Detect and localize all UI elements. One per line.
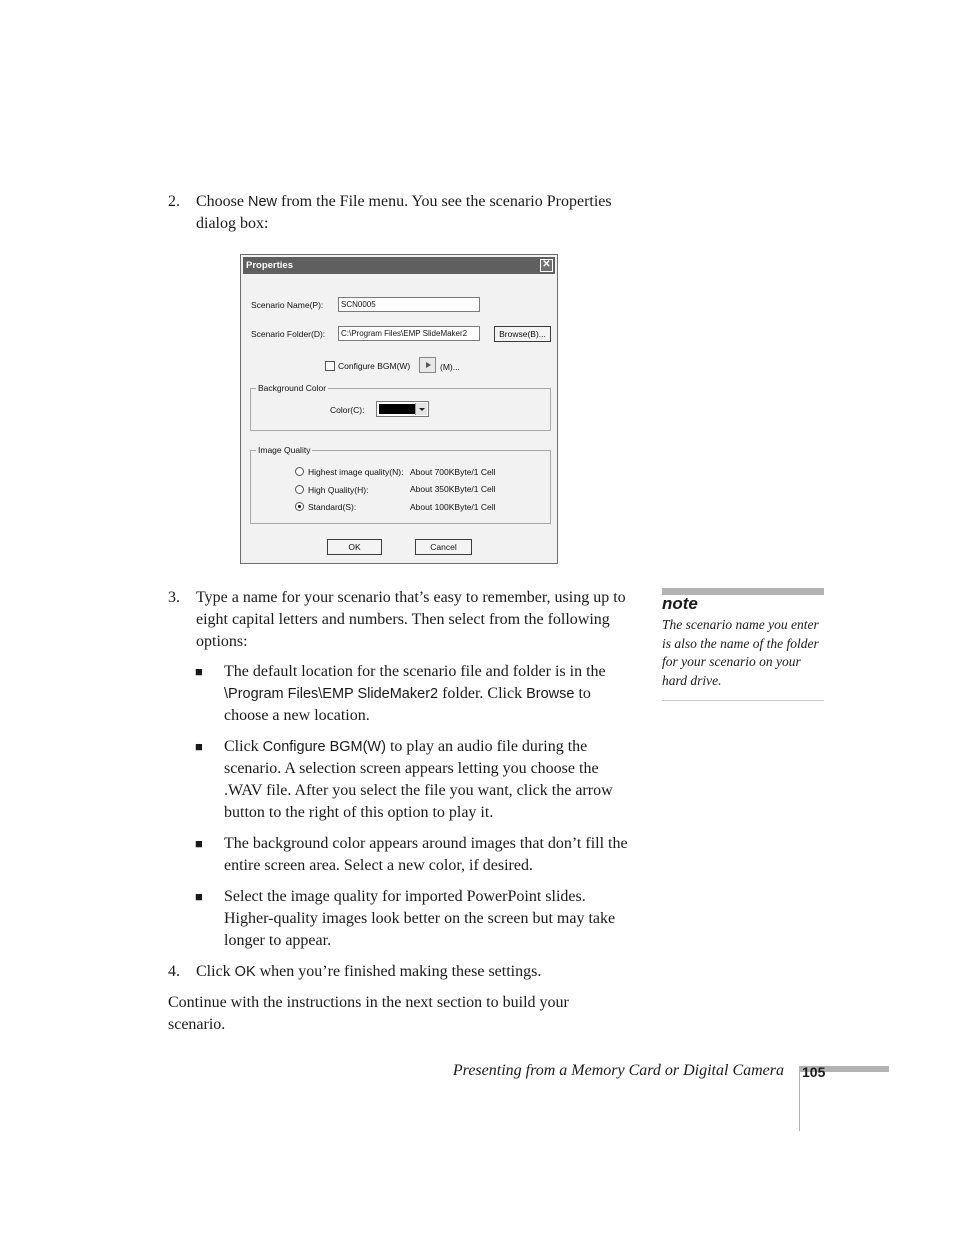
background-color-group — [250, 383, 551, 431]
bullet-marker: ■ — [195, 739, 203, 754]
bullet-text: Select the image quality for imported PowerPoint slides. Higher-quality images look better on the screen but may take longer to appear. — [224, 888, 616, 949]
step-text: Click OK when you’re finished making these settings. — [196, 963, 542, 980]
play-arrow-icon[interactable] — [419, 357, 436, 373]
quality-option-size: About 350KByte/1 Cell — [410, 484, 496, 494]
configure-bgm-label: Configure BGM(W) — [338, 361, 411, 371]
ui-term: Configure BGM(W) — [262, 739, 386, 755]
quality-radio-high[interactable] — [295, 485, 304, 494]
step-number: 2. — [168, 193, 180, 210]
note-title: note — [662, 594, 698, 613]
scenario-folder-input[interactable]: C:\Program Files\EMP SlideMaker2 — [338, 326, 480, 341]
quality-radio-highest[interactable] — [295, 467, 304, 476]
step-number: 3. — [168, 589, 180, 606]
image-quality-group — [250, 445, 551, 524]
color-label: Color(C): — [330, 405, 365, 415]
ok-button[interactable]: OK — [327, 539, 382, 555]
cancel-button[interactable]: Cancel — [415, 539, 472, 555]
bullet-marker: ■ — [195, 836, 203, 851]
quality-option-label: High Quality(H): — [308, 485, 369, 495]
step-text: Type a name for your scenario that’s easy to remember, using up to eight capital letters and numbers. Then select from the following options: — [196, 589, 626, 650]
bullet-text: Click Configure BGM(W) to play an audio file during the scenario. A selection screen appears letting you choose the .WAV file. After you select the file you want, click the arrow button to the right of this option to play it. — [224, 738, 613, 821]
group-title: Image Quality — [258, 445, 311, 455]
scenario-folder-label: Scenario Folder(D): — [251, 329, 326, 339]
step-number: 4. — [168, 963, 180, 980]
step-text: Choose New from the File menu. You see the scenario Properties dialog box: — [196, 193, 612, 232]
configure-bgm-checkbox[interactable] — [325, 361, 335, 371]
chevron-down-icon — [415, 403, 427, 415]
ui-term: New — [248, 194, 278, 210]
closing-paragraph: Continue with the instructions in the next section to build your scenario. — [168, 994, 569, 1033]
browse-button[interactable]: Browse(B)... — [494, 326, 551, 342]
ui-term: OK — [234, 964, 256, 980]
color-dropdown[interactable] — [376, 401, 429, 417]
properties-dialog — [240, 254, 558, 564]
bullet-text: The background color appears around images that don’t fill the entire screen area. Select a new color, if desired. — [224, 835, 628, 874]
quality-option-label: Highest image quality(N): — [308, 467, 404, 477]
page-number: 105 — [802, 1064, 826, 1080]
scenario-name-label: Scenario Name(P): — [251, 300, 324, 310]
bullet-text: The default location for the scenario file and folder is in the \Program Files\EMP SlideMaker2 folder. Click Browse to choose a new location. — [224, 663, 606, 724]
dialog-titlebar — [243, 257, 555, 274]
dialog-title: Properties — [246, 260, 293, 271]
close-icon[interactable]: ✕ — [540, 259, 553, 272]
scenario-name-input[interactable]: SCN0005 — [338, 297, 480, 312]
bullet-marker: ■ — [195, 889, 203, 904]
quality-option-size: About 100KByte/1 Cell — [410, 502, 496, 512]
quality-option-label: Standard(S): — [308, 502, 357, 512]
footer-vertical-rule — [799, 1066, 800, 1131]
note-rule — [662, 700, 824, 701]
note-body: The scenario name you enter is also the name of the folder for your scenario on your hard drive. — [662, 617, 819, 688]
bgm-select-label[interactable]: (M)... — [440, 362, 460, 372]
ui-term: Browse — [526, 686, 575, 702]
group-title: Background Color — [258, 383, 327, 393]
quality-option-size: About 700KByte/1 Cell — [410, 467, 496, 477]
bullet-marker: ■ — [195, 664, 203, 679]
ui-term: \Program Files\EMP SlideMaker2 — [224, 686, 439, 702]
quality-radio-standard[interactable] — [295, 502, 304, 511]
footer-title: Presenting from a Memory Card or Digital Camera — [452, 1062, 784, 1079]
color-swatch — [379, 404, 415, 414]
